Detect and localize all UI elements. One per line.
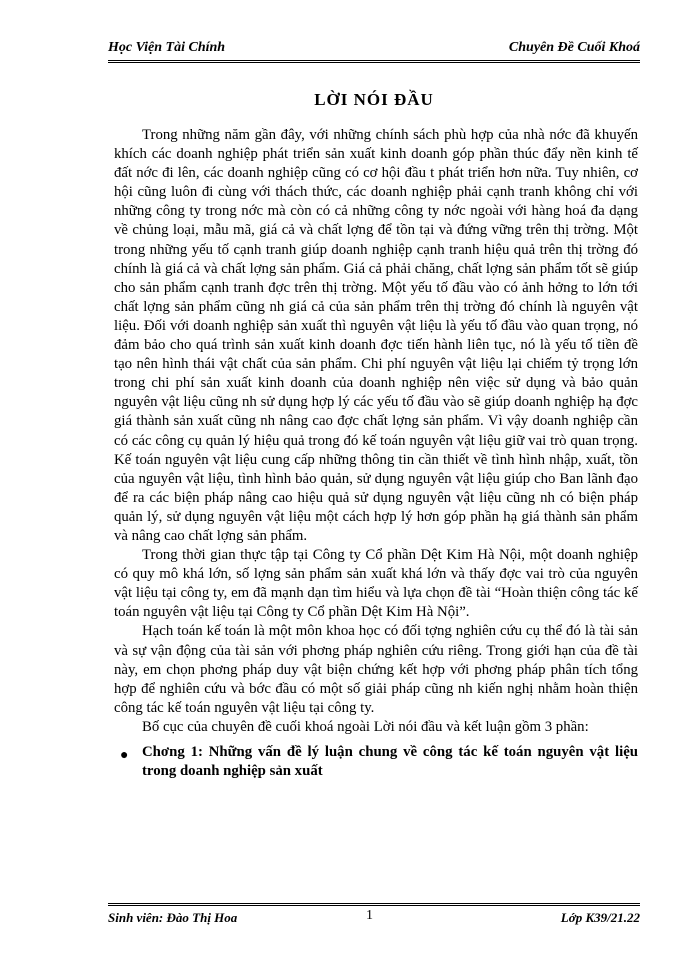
paragraph: Trong thời gian thực tập tại Công ty Cổ phần Dệt Kim Hà Nội, một doanh nghiệp có quy mô khá lớn, số lợng sản phẩm sản xuất khá lớn và thấy đợc vai trò của nguyên vật liệu tại công ty, em đã mạnh dạn tìm hiểu và lựa chọn đề tài “Hoàn thiện công tác kế toán nguyên vật liệu tại Công ty Cổ phần Dệt Kim Hà Nội”. (114, 547, 638, 621)
bullet-text: Chơng 1: Những vấn đề lý luận chung về công tác kế toán nguyên vật liệu trong doanh nghiệp sản xuất (142, 744, 638, 780)
footer-rule (108, 903, 640, 906)
bullet-dot-icon: ● (120, 748, 129, 763)
header-rule (108, 60, 640, 63)
page-title: LỜI NÓI ĐẦU (314, 90, 434, 109)
header-institution: Học Viện Tài Chính (108, 40, 226, 55)
footer-class: Lớp K39/21.22 (560, 910, 640, 925)
page-header (108, 38, 640, 60)
paragraph: Bố cục của chuyên đề cuối khoá ngoài Lời nói đầu và kết luận gồm 3 phần: (142, 718, 589, 735)
paragraph: Hạch toán kế toán là một môn khoa học có đối tợng nghiên cứu cụ thể đó là tài sản và sự vận động của tài sản với phơng pháp nghiên cứu riêng. Trong giới hạn của đề tài này, em chọn phơng pháp duy vật biện chứng kết hợp với phơng pháp phân tích tổng hợp để nghiên cứu và bớc đầu có một số giải pháp cũng nh kiến nghị nhằm hoàn thiện công tác kế toán nguyên vật liệu tại công ty. (114, 623, 638, 716)
footer-student: Sinh viên: Đào Thị Hoa (108, 910, 238, 925)
bullet-item (114, 743, 638, 781)
document-body (114, 126, 638, 781)
paragraph: Trong những năm gần đây, với những chính sách phù hợp của nhà nớc đã khuyến khích các doanh nghiệp phát triển sản xuất kinh doanh góp phần thúc đẩy nền kinh tế đất nớc đi lên, các doanh nghiệp cũng có cơ hội đầu t phát triển hơn nữa. Tuy nhiên, cơ hội cũng luôn đi cùng với thách thức, các doanh nghiệp phải cạnh tranh không chỉ với những công ty trong nớc mà còn có cả những công ty nớc ngoài với hàng hoá đa dạng về chủng loại, mẫu mã, giá cả và chất lợng để tồn tại và đứng vững trên thị trờng. Một trong những yếu tố cạnh tranh giúp doanh nghiệp cạnh tranh hiệu quả trên thị trờng đó chính là giá cả và chất lợng sản phẩm. Giá cả phải chăng, chất lợng sản phẩm tốt sẽ giúp cho sản phẩm cạnh tranh đợc trên thị trờng. Một yếu tố đầu vào có ảnh hởng to lớn tới chất lợng sản phẩm cũng nh giá cả của sản phẩm trên thị trờng đó chính là nguyên vật liệu. Đối với doanh nghiệp sản xuất thì nguyên vật liệu là yếu tố đầu vào quan trọng, nó đảm bảo cho quá trình sản xuất kinh doanh đợc tiến hành liên tục, nó là yếu tố tiền đề tạo nên hình thái vật chất của sản phẩm. Chi phí nguyên vật liệu lại chiếm tỷ trọng lớn trong chi phí sản xuất kinh doanh của doanh nghiệp nên việc sử dụng và bảo quản nguyên vật liệu cũng nh sử dụng hợp lý các yếu tố đầu vào sẽ giúp doanh nghiệp hạ đợc giá thành sản xuất cũng nh nâng cao đợc chất lợng sản phẩm. Vì vậy doanh nghiệp cần có các công cụ quản lý hiệu quả trong đó kế toán nguyên vật liệu giữ vai trò quan trọng. Kế toán nguyên vật liệu cung cấp những thông tin cần thiết về tình hình nhập, xuất, tồn của nguyên vật liệu, tình hình bảo quản, sử dụng nguyên vật liệu giúp cho Ban lãnh đạo để ra các biện pháp nâng cao hiệu quả sử dụng nguyên vật liệu cũng nh có biện pháp quản lý, sử dụng nguyên vật liệu một cách hợp lý hơn góp phần hạ giá thành sản phẩm và nâng cao chất lợng sản phẩm. (114, 127, 638, 544)
header-doc-type: Chuyên Đề Cuối Khoá (508, 40, 640, 55)
page-number: 1 (366, 908, 373, 923)
page-footer (108, 908, 640, 930)
